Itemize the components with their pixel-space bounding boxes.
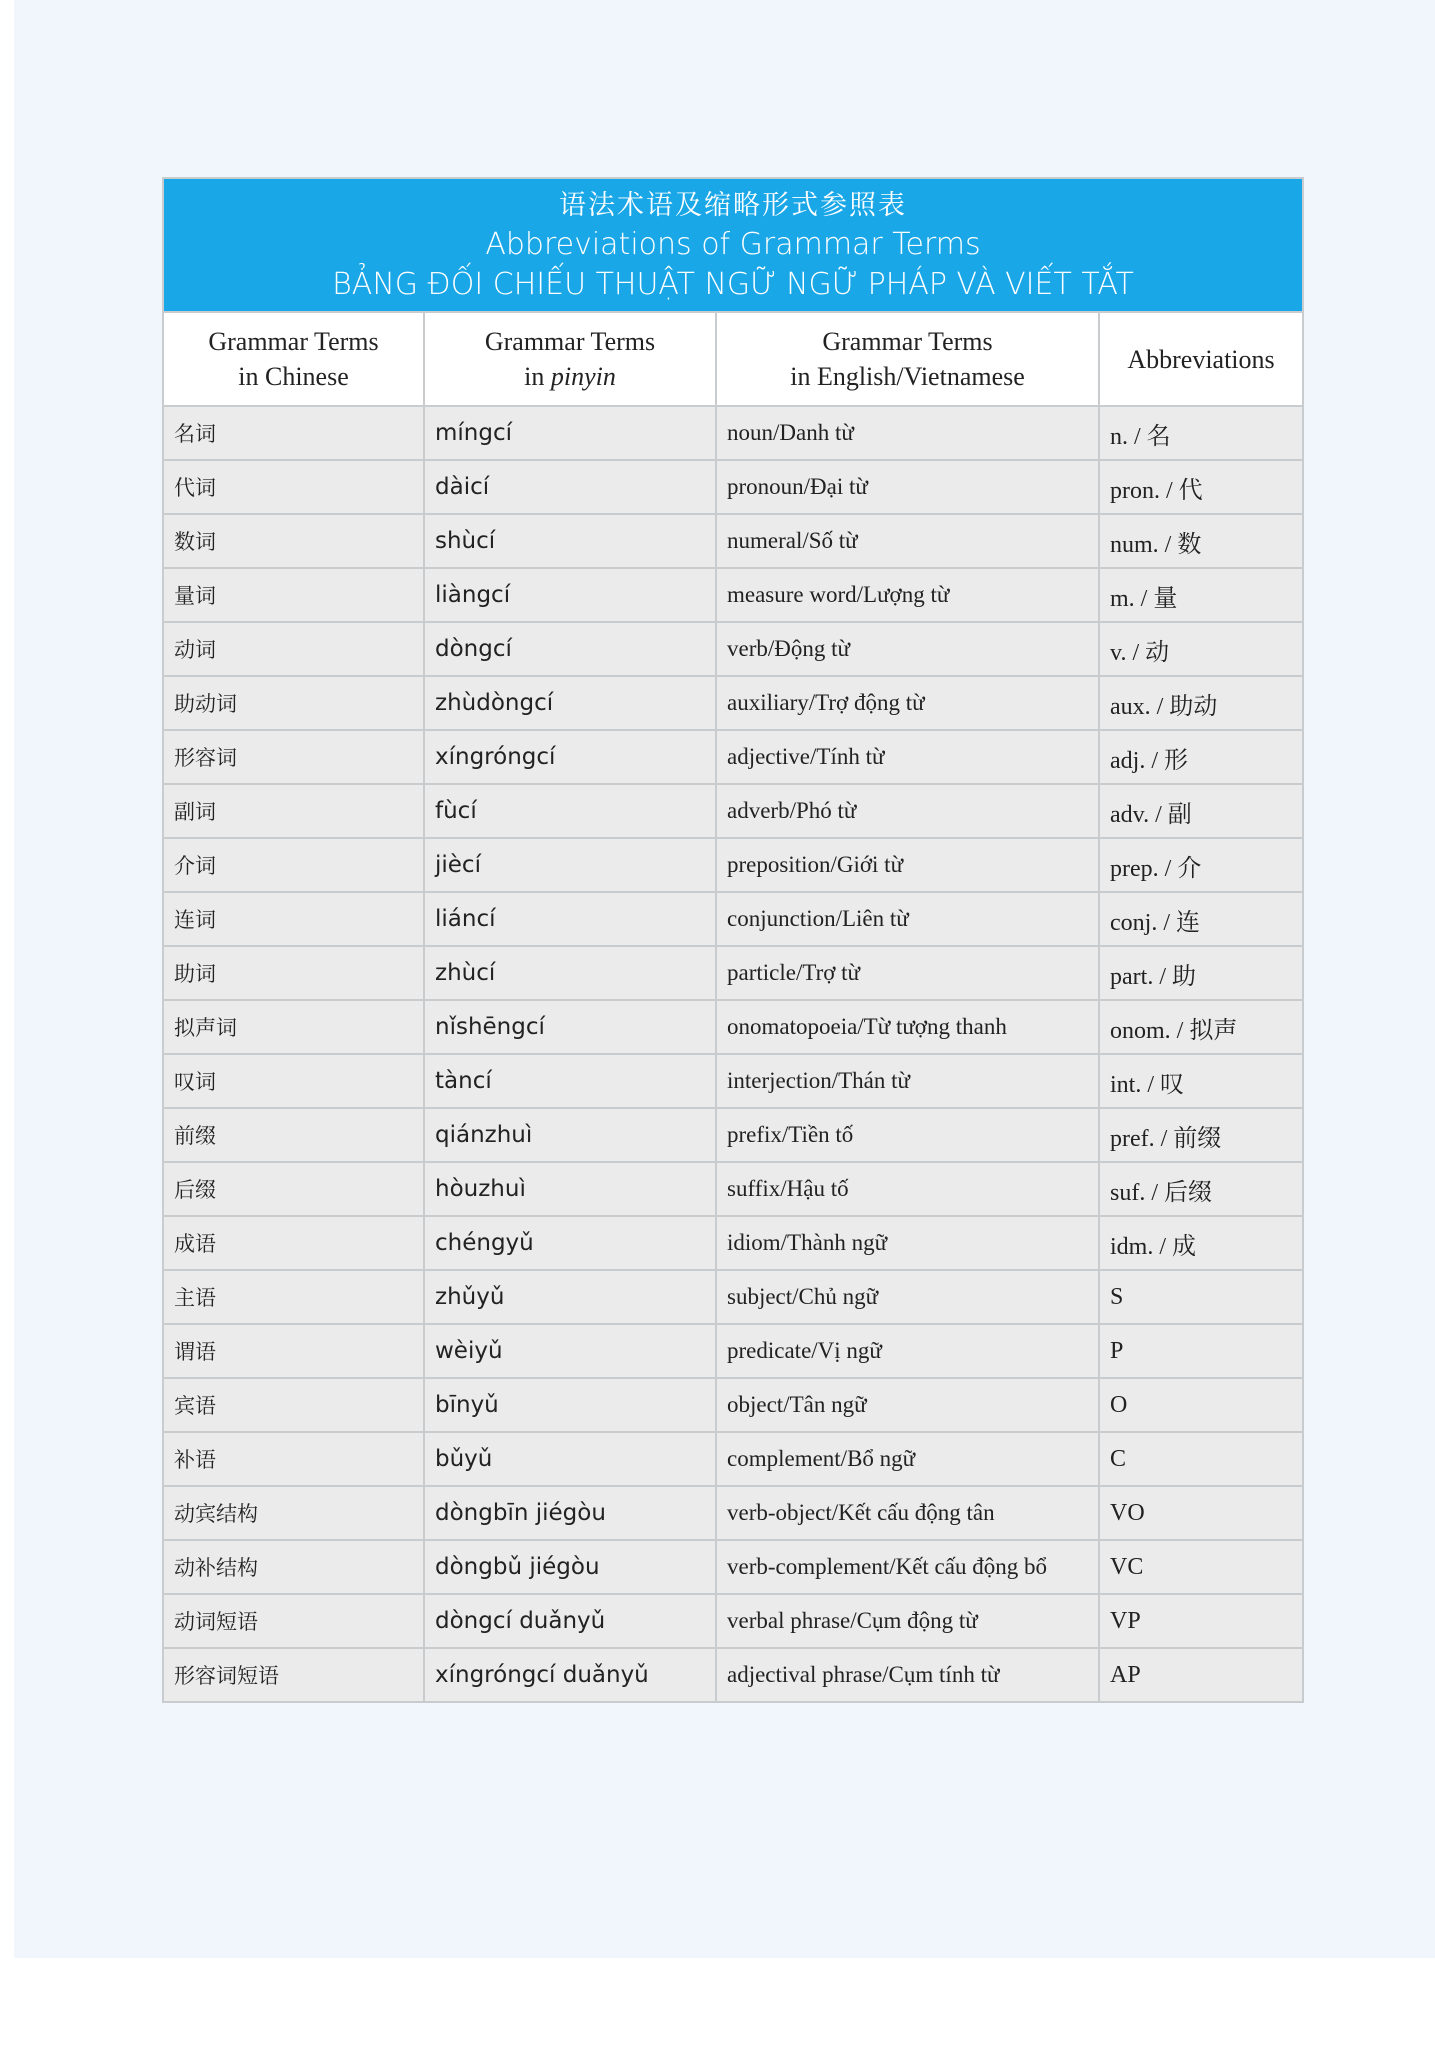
cell-abbr: adj. / 形 bbox=[1099, 730, 1302, 784]
header-chinese bbox=[164, 313, 424, 406]
cell-chinese: 助动词 bbox=[164, 676, 424, 730]
cell-english: suffix/Hậu tố bbox=[716, 1162, 1099, 1216]
cell-abbr: m. / 量 bbox=[1099, 568, 1302, 622]
table-row bbox=[164, 622, 1302, 676]
cell-english: predicate/Vị ngữ bbox=[716, 1324, 1099, 1378]
cell-abbr: conj. / 连 bbox=[1099, 892, 1302, 946]
cell-abbr: VC bbox=[1099, 1540, 1302, 1594]
cell-english: pronoun/Đại từ bbox=[716, 460, 1099, 514]
cell-pinyin: dòngcí bbox=[424, 622, 716, 676]
cell-english: subject/Chủ ngữ bbox=[716, 1270, 1099, 1324]
cell-chinese: 动补结构 bbox=[164, 1540, 424, 1594]
cell-english: interjection/Thán từ bbox=[716, 1054, 1099, 1108]
table-row bbox=[164, 1324, 1302, 1378]
page bbox=[14, 0, 1435, 1958]
cell-english: numeral/Số từ bbox=[716, 514, 1099, 568]
header-pinyin-line2 bbox=[431, 359, 709, 394]
cell-pinyin: dòngbīn jiégòu bbox=[424, 1486, 716, 1540]
header-pinyin-prefix: in bbox=[524, 362, 551, 391]
table-row bbox=[164, 784, 1302, 838]
cell-english: prefix/Tiền tố bbox=[716, 1108, 1099, 1162]
cell-pinyin: bīnyǔ bbox=[424, 1378, 716, 1432]
header-chinese-line1: Grammar Terms bbox=[208, 327, 379, 356]
table-banner bbox=[164, 179, 1302, 313]
banner-title-english: Abbreviations of Grammar Terms bbox=[485, 227, 981, 262]
table-row bbox=[164, 730, 1302, 784]
cell-english: adjective/Tính từ bbox=[716, 730, 1099, 784]
cell-english: verb/Động từ bbox=[716, 622, 1099, 676]
cell-english: conjunction/Liên từ bbox=[716, 892, 1099, 946]
cell-pinyin: xíngróngcí duǎnyǔ bbox=[424, 1648, 716, 1701]
cell-pinyin: hòuzhuì bbox=[424, 1162, 716, 1216]
cell-pinyin: liàngcí bbox=[424, 568, 716, 622]
header-chinese-line2: in Chinese bbox=[238, 362, 349, 391]
cell-chinese: 连词 bbox=[164, 892, 424, 946]
table-row bbox=[164, 676, 1302, 730]
cell-chinese: 拟声词 bbox=[164, 1000, 424, 1054]
cell-abbr: idm. / 成 bbox=[1099, 1216, 1302, 1270]
table-row bbox=[164, 946, 1302, 1000]
cell-abbr: part. / 助 bbox=[1099, 946, 1302, 1000]
cell-english: verb-complement/Kết cấu động bổ bbox=[716, 1540, 1099, 1594]
cell-english: preposition/Giới từ bbox=[716, 838, 1099, 892]
cell-abbr: aux. / 助动 bbox=[1099, 676, 1302, 730]
header-pinyin bbox=[424, 313, 716, 406]
header-row bbox=[164, 313, 1302, 406]
header-english-line1: Grammar Terms bbox=[822, 327, 993, 356]
cell-chinese: 量词 bbox=[164, 568, 424, 622]
cell-abbr: VO bbox=[1099, 1486, 1302, 1540]
table-row bbox=[164, 838, 1302, 892]
cell-english: verbal phrase/Cụm động từ bbox=[716, 1594, 1099, 1648]
cell-chinese: 形容词 bbox=[164, 730, 424, 784]
cell-pinyin: zhùcí bbox=[424, 946, 716, 1000]
cell-chinese: 副词 bbox=[164, 784, 424, 838]
terms-table bbox=[164, 313, 1302, 1701]
table-row bbox=[164, 1270, 1302, 1324]
cell-abbr: pref. / 前缀 bbox=[1099, 1108, 1302, 1162]
header-pinyin-italic: pinyin bbox=[550, 362, 616, 391]
cell-pinyin: jiècí bbox=[424, 838, 716, 892]
cell-chinese: 助词 bbox=[164, 946, 424, 1000]
cell-abbr: pron. / 代 bbox=[1099, 460, 1302, 514]
cell-abbr: onom. / 拟声 bbox=[1099, 1000, 1302, 1054]
cell-pinyin: chéngyǔ bbox=[424, 1216, 716, 1270]
cell-pinyin: tàncí bbox=[424, 1054, 716, 1108]
cell-english: adjectival phrase/Cụm tính từ bbox=[716, 1648, 1099, 1701]
header-english-line2: in English/Vietnamese bbox=[790, 362, 1025, 391]
cell-chinese: 数词 bbox=[164, 514, 424, 568]
cell-abbr: AP bbox=[1099, 1648, 1302, 1701]
table-row bbox=[164, 1648, 1302, 1701]
table-row bbox=[164, 406, 1302, 460]
cell-pinyin: dòngbǔ jiégòu bbox=[424, 1540, 716, 1594]
cell-chinese: 叹词 bbox=[164, 1054, 424, 1108]
cell-pinyin: xíngróngcí bbox=[424, 730, 716, 784]
cell-pinyin: shùcí bbox=[424, 514, 716, 568]
cell-chinese: 形容词短语 bbox=[164, 1648, 424, 1701]
cell-chinese: 宾语 bbox=[164, 1378, 424, 1432]
cell-pinyin: zhǔyǔ bbox=[424, 1270, 716, 1324]
cell-chinese: 谓语 bbox=[164, 1324, 424, 1378]
cell-abbr: num. / 数 bbox=[1099, 514, 1302, 568]
table-row bbox=[164, 514, 1302, 568]
cell-english: onomatopoeia/Từ tượng thanh bbox=[716, 1000, 1099, 1054]
table-row bbox=[164, 1000, 1302, 1054]
table-row bbox=[164, 1216, 1302, 1270]
cell-pinyin: míngcí bbox=[424, 406, 716, 460]
header-abbreviations: Abbreviations bbox=[1099, 313, 1302, 406]
cell-pinyin: zhùdòngcí bbox=[424, 676, 716, 730]
cell-english: particle/Trợ từ bbox=[716, 946, 1099, 1000]
cell-english: object/Tân ngữ bbox=[716, 1378, 1099, 1432]
cell-pinyin: dàicí bbox=[424, 460, 716, 514]
banner-title-vietnamese: BẢNG ĐỐI CHIẾU THUẬT NGỮ NGỮ PHÁP VÀ VIẾT TẮT bbox=[332, 267, 1134, 302]
cell-abbr: S bbox=[1099, 1270, 1302, 1324]
cell-abbr: O bbox=[1099, 1378, 1302, 1432]
table-row bbox=[164, 1432, 1302, 1486]
cell-pinyin: qiánzhuì bbox=[424, 1108, 716, 1162]
cell-english: measure word/Lượng từ bbox=[716, 568, 1099, 622]
table-row bbox=[164, 1054, 1302, 1108]
cell-chinese: 主语 bbox=[164, 1270, 424, 1324]
cell-english: complement/Bổ ngữ bbox=[716, 1432, 1099, 1486]
table-row bbox=[164, 892, 1302, 946]
table-body bbox=[164, 406, 1302, 1701]
header-english bbox=[716, 313, 1099, 406]
cell-abbr: v. / 动 bbox=[1099, 622, 1302, 676]
table-row bbox=[164, 568, 1302, 622]
cell-abbr: VP bbox=[1099, 1594, 1302, 1648]
cell-abbr: int. / 叹 bbox=[1099, 1054, 1302, 1108]
cell-chinese: 名词 bbox=[164, 406, 424, 460]
cell-pinyin: dòngcí duǎnyǔ bbox=[424, 1594, 716, 1648]
cell-abbr: prep. / 介 bbox=[1099, 838, 1302, 892]
cell-pinyin: bǔyǔ bbox=[424, 1432, 716, 1486]
cell-chinese: 动宾结构 bbox=[164, 1486, 424, 1540]
cell-chinese: 动词短语 bbox=[164, 1594, 424, 1648]
cell-english: adverb/Phó từ bbox=[716, 784, 1099, 838]
cell-english: idiom/Thành ngữ bbox=[716, 1216, 1099, 1270]
cell-abbr: suf. / 后缀 bbox=[1099, 1162, 1302, 1216]
cell-pinyin: liáncí bbox=[424, 892, 716, 946]
cell-pinyin: fùcí bbox=[424, 784, 716, 838]
table-row bbox=[164, 460, 1302, 514]
cell-english: noun/Danh từ bbox=[716, 406, 1099, 460]
cell-chinese: 代词 bbox=[164, 460, 424, 514]
header-pinyin-line1: Grammar Terms bbox=[484, 327, 656, 356]
cell-abbr: adv. / 副 bbox=[1099, 784, 1302, 838]
grammar-terms-table bbox=[162, 177, 1304, 1703]
table-row bbox=[164, 1486, 1302, 1540]
cell-english: verb-object/Kết cấu động tân bbox=[716, 1486, 1099, 1540]
cell-chinese: 补语 bbox=[164, 1432, 424, 1486]
table-row bbox=[164, 1162, 1302, 1216]
cell-abbr: C bbox=[1099, 1432, 1302, 1486]
banner-title-chinese: 语法术语及缩略形式参照表 bbox=[559, 190, 907, 221]
cell-english: auxiliary/Trợ động từ bbox=[716, 676, 1099, 730]
table-row bbox=[164, 1378, 1302, 1432]
table-row bbox=[164, 1108, 1302, 1162]
cell-pinyin: wèiyǔ bbox=[424, 1324, 716, 1378]
cell-chinese: 后缀 bbox=[164, 1162, 424, 1216]
table-row bbox=[164, 1594, 1302, 1648]
cell-abbr: P bbox=[1099, 1324, 1302, 1378]
table-row bbox=[164, 1540, 1302, 1594]
cell-chinese: 动词 bbox=[164, 622, 424, 676]
cell-pinyin: nǐshēngcí bbox=[424, 1000, 716, 1054]
cell-abbr: n. / 名 bbox=[1099, 406, 1302, 460]
cell-chinese: 前缀 bbox=[164, 1108, 424, 1162]
cell-chinese: 介词 bbox=[164, 838, 424, 892]
cell-chinese: 成语 bbox=[164, 1216, 424, 1270]
